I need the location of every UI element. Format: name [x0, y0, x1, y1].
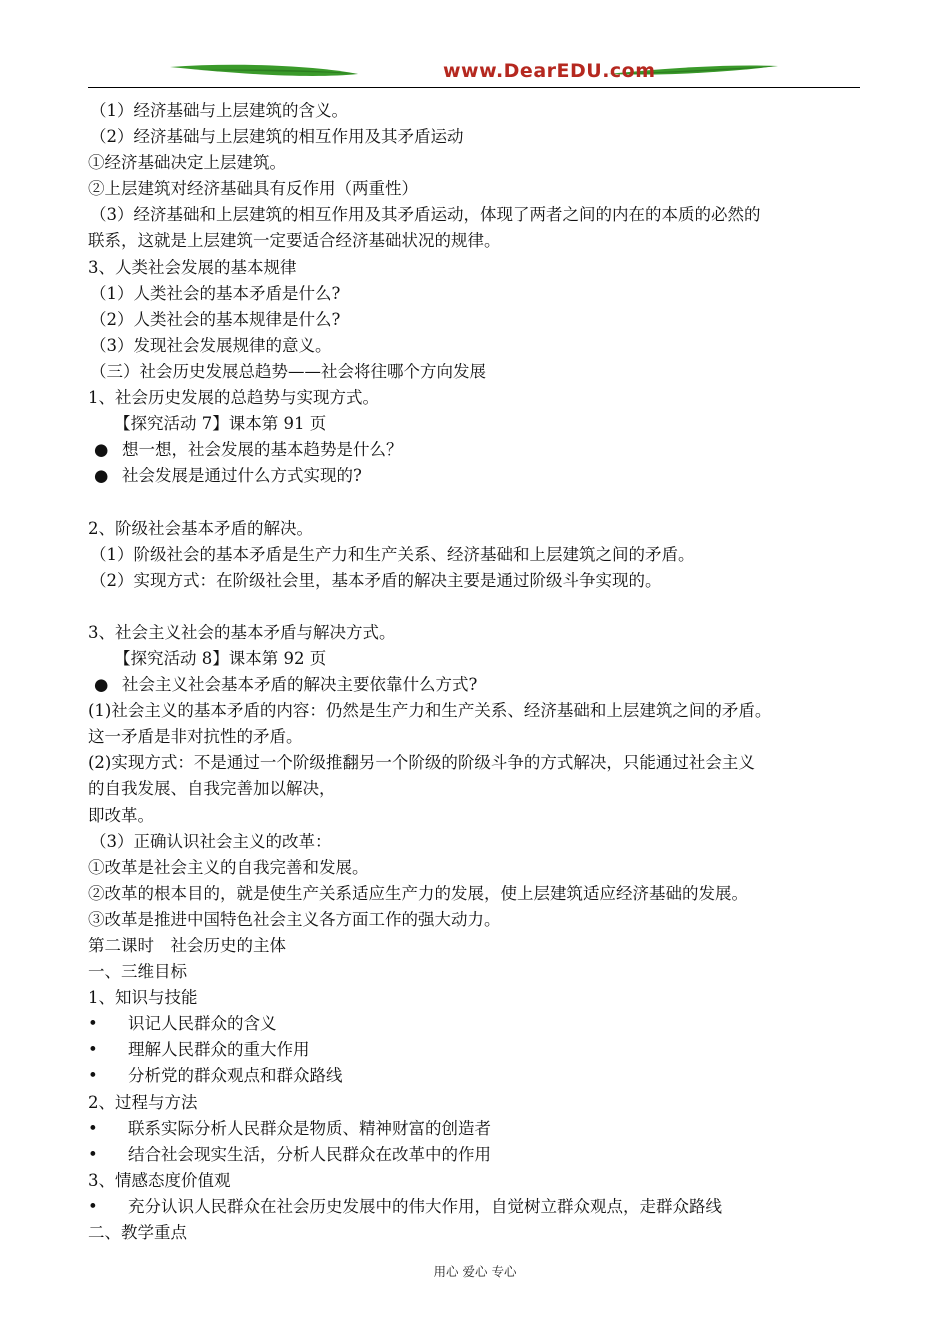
text-line: 二、教学重点 [88, 1223, 187, 1243]
text-line: （三）社会历史发展总趋势——社会将往哪个方向发展 [90, 361, 486, 381]
bullet-item [88, 1063, 870, 1089]
bullet-text: 想一想，社会发展的基本趋势是什么？ [122, 440, 403, 460]
bullet-dot-icon: ● [94, 466, 109, 486]
text-line: （1）人类社会的基本矛盾是什么? [90, 283, 341, 303]
text-line: (1)社会主义的基本矛盾的内容：仍然是生产力和生产关系、经济基础和上层建筑之间的矛盾。 [88, 701, 772, 721]
bullet-point-icon: • [88, 1066, 98, 1086]
text-line: 这一矛盾是非对抗性的矛盾。 [88, 727, 303, 747]
text-line: 即改革。 [88, 805, 154, 825]
text-line: （2）实现方式：在阶级社会里，基本矛盾的解决主要是通过阶级斗争实现的。 [90, 570, 662, 590]
bullet-text: 识记人民群众的含义 [128, 1014, 277, 1034]
bullet-dot-icon: ● [94, 675, 109, 695]
text-line: ③改革是推进中国特色社会主义各方面工作的强大动力。 [88, 909, 501, 929]
bullet-point-icon: • [88, 1040, 98, 1060]
bullet-text: 社会发展是通过什么方式实现的? [122, 466, 362, 486]
text-line: （2）人类社会的基本规律是什么? [90, 309, 341, 329]
text-line: （3）正确认识社会主义的改革： [90, 831, 332, 851]
blank-line [88, 489, 870, 515]
bullet-text: 结合社会现实生活，分析人民群众在改革中的作用 [128, 1144, 491, 1164]
bullet-item [88, 1142, 870, 1168]
page-footer: 用心 爱心 专心 [433, 1264, 517, 1279]
bullet-item [88, 463, 870, 489]
text-line: 2、阶级社会基本矛盾的解决。 [88, 518, 313, 538]
text-line: 2、过程与方法 [88, 1092, 198, 1112]
blank-line [88, 594, 870, 620]
document-body [88, 98, 870, 1246]
text-line: (2)实现方式：不是通过一个阶级推翻另一个阶级的阶级斗争的方式解决，只能通过社会主义 [88, 753, 755, 773]
bullet-item [88, 1194, 870, 1220]
bullet-text: 充分认识人民群众在社会历史发展中的伟大作用，自觉树立群众观点，走群众路线 [128, 1196, 722, 1216]
bullet-item [88, 437, 870, 463]
bullet-item [88, 1037, 870, 1063]
text-line: （1）经济基础与上层建筑的含义。 [90, 101, 348, 120]
text-line: 一、三维目标 [88, 962, 187, 982]
activity-heading: 【探究活动 8】课本第 92 页 [114, 648, 327, 668]
bullet-text: 联系实际分析人民群众是物质、精神财富的创造者 [128, 1118, 491, 1138]
text-line: （1）阶级社会的基本矛盾是生产力和生产关系、经济基础和上层建筑之间的矛盾。 [90, 544, 695, 564]
text-line: 3、社会主义社会的基本矛盾与解决方式。 [88, 622, 396, 642]
text-line: （2）经济基础与上层建筑的相互作用及其矛盾运动 [90, 127, 464, 147]
section-heading: 第二课时 社会历史的主体 [88, 936, 286, 955]
activity-heading: 【探究活动 7】课本第 91 页 [114, 414, 327, 434]
header-rule [88, 87, 860, 88]
bullet-text: 社会主义社会基本矛盾的解决主要依靠什么方式? [122, 675, 478, 695]
site-brand: www.DearEDU.com [443, 60, 656, 82]
text-line: 1、知识与技能 [88, 988, 198, 1008]
text-line: ②改革的根本目的，就是使生产关系适应生产力的发展，使上层建筑适应经济基础的发展。 [88, 883, 748, 903]
bullet-point-icon: • [88, 1196, 98, 1216]
bullet-dot-icon: ● [94, 440, 109, 460]
text-line: 联系，这就是上层建筑一定要适合经济基础状况的规律。 [88, 231, 501, 251]
bullet-item [88, 672, 870, 698]
bullet-text: 分析党的群众观点和群众路线 [128, 1066, 343, 1086]
text-line: 3、情感态度价值观 [88, 1170, 231, 1190]
bullet-point-icon: • [88, 1118, 98, 1138]
bullet-text: 理解人民群众的重大作用 [128, 1040, 310, 1060]
bullet-point-icon: • [88, 1144, 98, 1164]
text-line: （3）经济基础和上层建筑的相互作用及其矛盾运动，体现了两者之间的内在的本质的必然的 [90, 205, 761, 225]
page-header [88, 58, 860, 90]
text-line: 1、社会历史发展的总趋势与实现方式。 [88, 388, 379, 408]
text-line: 3、人类社会发展的基本规律 [88, 257, 297, 277]
bullet-point-icon: • [88, 1014, 98, 1034]
text-line: ②上层建筑对经济基础具有反作用（两重性） [88, 179, 418, 199]
bullet-item [88, 1116, 870, 1142]
text-line: ①经济基础决定上层建筑。 [88, 153, 286, 173]
text-line: （3）发现社会发展规律的意义。 [90, 335, 332, 355]
text-line: 的自我发展、自我完善加以解决， [88, 779, 336, 799]
bullet-item [88, 1011, 870, 1037]
text-line: ①改革是社会主义的自我完善和发展。 [88, 857, 369, 877]
